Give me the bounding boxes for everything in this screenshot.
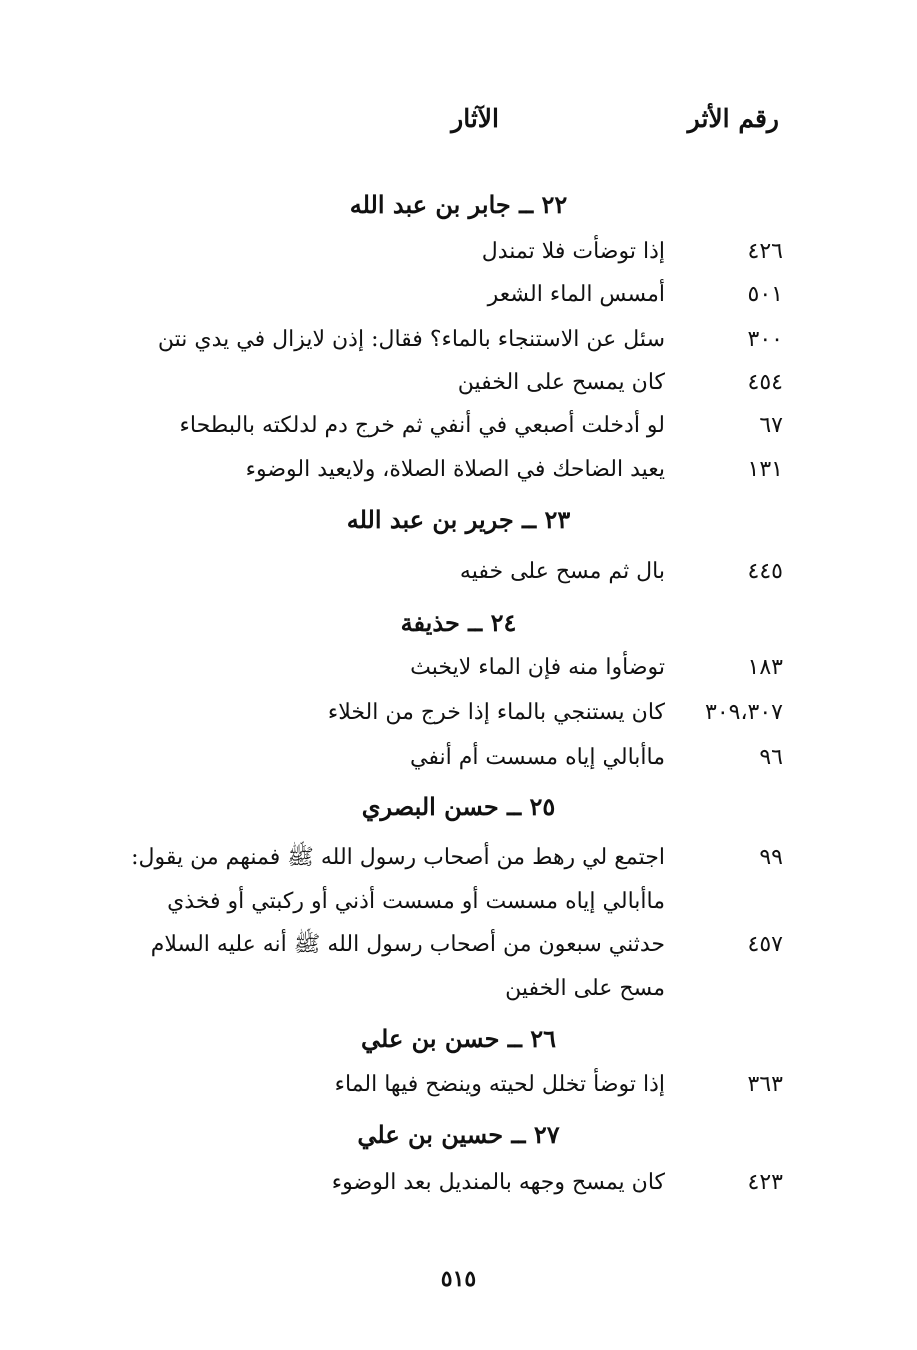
entry-number: ٣٦٣ [747, 1072, 783, 1097]
list-item [0, 648, 917, 688]
entry-text: إذا توضأ تخلل لحيته وينضح فيها الماء [334, 1072, 665, 1097]
entry-text: كان يمسح على الخفين [457, 370, 665, 395]
section-heading: ٢٥ ــ حسن البصري [361, 792, 556, 821]
entry-number: ١٣١ [747, 457, 783, 482]
section-heading: ٢٦ ــ حسن بن علي [361, 1024, 556, 1053]
section-heading: ٢٧ ــ حسين بن علي [357, 1120, 560, 1149]
entry-text: توضأوا منه فإن الماء لايخبث [410, 655, 665, 680]
entry-number: ٤٥٤ [747, 370, 783, 395]
page-number: ٥١٥ [440, 1266, 477, 1292]
entry-number: ١٨٣ [747, 655, 783, 680]
entry-number: ٤٢٦ [747, 239, 783, 264]
entry-text: اجتمع لي رهط من أصحاب رسول الله ﷺ فمنهم من يقول: [131, 845, 665, 870]
list-item [0, 552, 917, 592]
list-item [0, 363, 917, 403]
entry-number: ٦٧ [759, 413, 783, 438]
section-heading: ٢٣ ــ جرير بن عبد الله [346, 505, 571, 534]
list-item [0, 738, 917, 778]
list-item [0, 320, 917, 360]
entry-text-continued: مسح على الخفين [505, 976, 665, 1001]
entry-text: ماأبالي إياه مسست أم أنفي [410, 745, 665, 770]
list-item [0, 693, 917, 733]
entry-text: كان يستنجي بالماء إذا خرج من الخلاء [327, 700, 665, 725]
entry-number: ٤٥٧ [747, 932, 783, 957]
entry-number: ٥٠١ [747, 282, 783, 307]
list-item [0, 450, 917, 490]
entry-number: ٩٦ [759, 745, 783, 770]
list-item [0, 275, 917, 315]
list-item [0, 232, 917, 272]
list-item [0, 838, 917, 922]
column-header-number: رقم الأثر [687, 104, 779, 133]
section-heading: ٢٢ ــ جابر بن عبد الله [349, 190, 568, 219]
column-header-title: الآثار [451, 104, 499, 133]
entry-text: كان يمسح وجهه بالمنديل بعد الوضوء [331, 1170, 665, 1195]
entry-number: ٣٠٠ [747, 327, 783, 352]
entry-number: ٤٢٣ [747, 1170, 783, 1195]
list-item [0, 925, 917, 1009]
entry-number: ٩٩ [759, 845, 783, 870]
entry-text: أمسس الماء الشعر [487, 282, 665, 307]
entry-text-continued: ماأبالي إياه مسست أو مسست أذني أو ركبتي أو فخذي [167, 889, 665, 914]
entry-number: ٣٠٩،٣٠٧ [705, 700, 783, 725]
entry-text: يعيد الضاحك في الصلاة الصلاة، ولايعيد الوضوء [245, 457, 665, 482]
list-item [0, 406, 917, 446]
entry-number: ٤٤٥ [747, 559, 783, 584]
entry-text: لو أدخلت أصبعي في أنفي ثم خرج دم لدلكته بالبطحاء [179, 413, 665, 438]
entry-text: سئل عن الاستنجاء بالماء؟ فقال: إذن لايزال في يدي نتن [157, 327, 665, 352]
entry-text: إذا توضأت فلا تمندل [481, 239, 665, 264]
entry-text: بال ثم مسح على خفيه [459, 559, 665, 584]
list-item [0, 1163, 917, 1203]
entry-text: حدثني سبعون من أصحاب رسول الله ﷺ أنه عليه السلام [150, 932, 665, 957]
section-heading: ٢٤ ــ حذيفة [400, 608, 517, 637]
list-item [0, 1065, 917, 1105]
